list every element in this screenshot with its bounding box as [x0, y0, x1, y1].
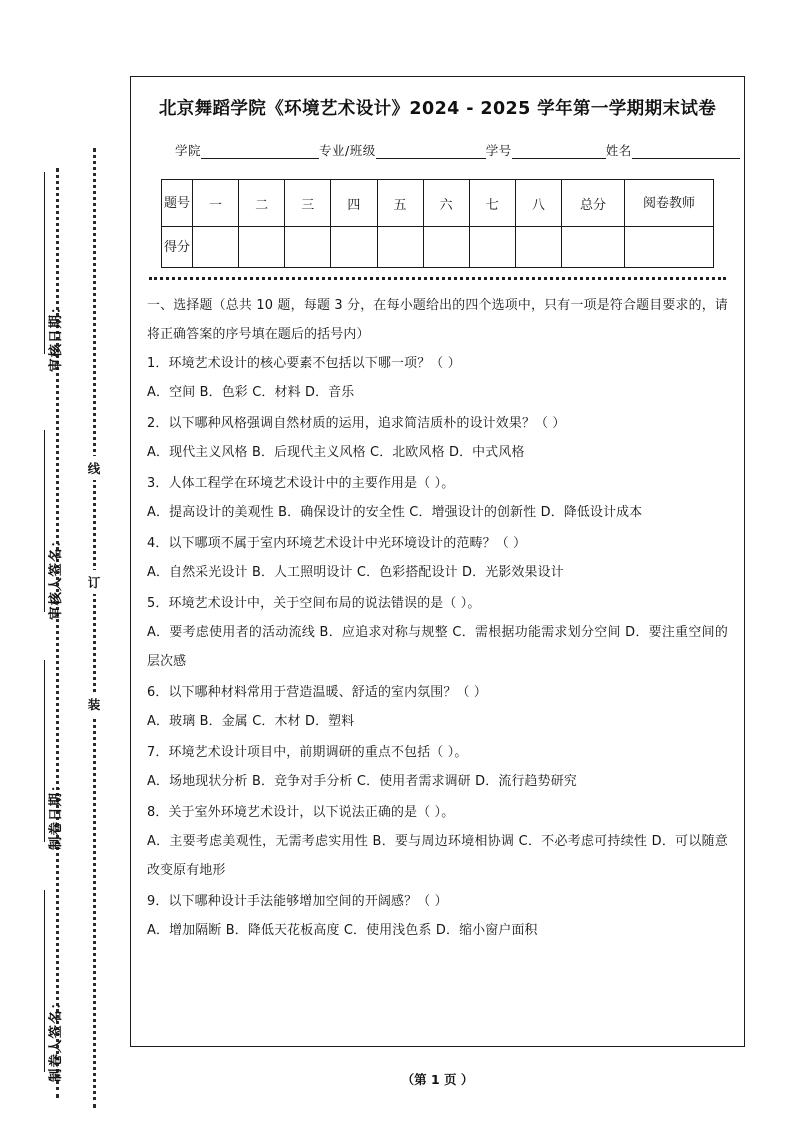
question-5-stem: 5．环境艺术设计中，关于空间布局的说法错误的是（ ）。	[147, 596, 481, 611]
score-col-3: 三	[285, 180, 331, 227]
question-5	[147, 589, 728, 676]
binding-margin-strip	[0, 0, 128, 1122]
question-8-stem: 8．关于室外环境艺术设计，以下说法正确的是（ ）。	[147, 805, 455, 820]
question-1-options[interactable]: A．空间 B．色彩 C．材料 D．音乐	[147, 385, 355, 400]
page-title: 北京舞蹈学院《环境艺术设计》2024 - 2025 学年第一学期期末试卷	[158, 99, 717, 119]
score-col-2: 二	[239, 180, 285, 227]
question-7-options[interactable]: A．场地现状分析 B．竞争对手分析 C．使用者需求调研 D．流行趋势研究	[147, 774, 577, 789]
row-label-question-number: 题号	[162, 180, 193, 227]
student-id-label: 学号	[485, 143, 512, 158]
student-info-line	[147, 141, 728, 159]
student-name-label: 姓名	[605, 143, 632, 158]
score-cell-3[interactable]	[285, 227, 331, 268]
score-col-6: 六	[423, 180, 469, 227]
row-label-score: 得分	[162, 227, 193, 268]
question-2-stem: 2．以下哪种风格强调自然材质的运用，追求简洁质朴的设计效果？（ ）	[147, 416, 566, 431]
dotted-fold-line-outer	[93, 148, 96, 1108]
student-name-field[interactable]	[606, 141, 740, 159]
question-3-stem: 3．人体工程学在环境艺术设计中的主要作用是（ ）。	[147, 476, 455, 491]
college-blank[interactable]	[201, 145, 319, 159]
question-6-options[interactable]: A．玻璃 B．金属 C．木材 D．塑料	[147, 714, 355, 729]
major-class-label: 专业/班级	[319, 143, 376, 158]
fold-mark-zhuang: 装	[85, 692, 103, 716]
margin-label-production-date: 制卷日期：	[48, 777, 64, 850]
score-cell-7[interactable]	[469, 227, 515, 268]
question-4-stem: 4．以下哪项不属于室内环境艺术设计中光环境设计的范畴？（ ）	[147, 536, 527, 551]
margin-label-reviewer-signature: 审核人签名：	[48, 533, 64, 620]
table-row-question-numbers	[162, 180, 714, 227]
score-table-container	[161, 179, 714, 268]
score-table	[161, 179, 714, 268]
major-class-field[interactable]	[319, 141, 486, 159]
student-id-blank[interactable]	[512, 145, 606, 159]
question-6	[147, 678, 728, 736]
question-8-options[interactable]: A．主要考虑美观性，无需考虑实用性 B．要与周边环境相协调 C．不必考虑可持续性 D．可以随意改变原有地形	[147, 834, 728, 878]
score-col-grading-teacher: 阅卷教师	[625, 180, 714, 227]
question-3	[147, 469, 728, 527]
college-label: 学院	[175, 143, 202, 158]
question-8	[147, 798, 728, 885]
student-name-blank[interactable]	[632, 145, 740, 159]
major-class-blank[interactable]	[376, 145, 486, 159]
table-row-scores	[162, 227, 714, 268]
score-cell-8[interactable]	[515, 227, 561, 268]
score-col-8: 八	[515, 180, 561, 227]
question-4-options[interactable]: A．自然采光设计 B．人工照明设计 C．色彩搭配设计 D．光影效果设计	[147, 565, 564, 580]
question-6-stem: 6．以下哪种材料常用于营造温暖、舒适的室内氛围？（ ）	[147, 685, 487, 700]
question-9-stem: 9．以下哪种设计手法能够增加空间的开阔感？（ ）	[147, 894, 448, 909]
score-cell-1[interactable]	[193, 227, 239, 268]
dotted-separator	[149, 277, 726, 280]
question-2-options[interactable]: A．现代主义风格 B．后现代主义风格 C．北欧风格 D．中式风格	[147, 445, 525, 460]
score-cell-2[interactable]	[239, 227, 285, 268]
fold-mark-xian: 线	[85, 456, 103, 480]
question-9-options[interactable]: A．增加隔断 B．降低天花板高度 C．使用浅色系 D．缩小窗户面积	[147, 923, 538, 938]
college-field[interactable]	[175, 141, 319, 159]
question-2	[147, 409, 728, 467]
score-cell-grading-teacher[interactable]	[625, 227, 714, 268]
score-cell-6[interactable]	[423, 227, 469, 268]
fold-mark-ding: 订	[85, 570, 103, 594]
score-col-1: 一	[193, 180, 239, 227]
question-7-stem: 7．环境艺术设计项目中，前期调研的重点不包括（ ）。	[147, 745, 468, 760]
margin-label-producer-signature: 制卷人签名：	[48, 995, 64, 1082]
margin-label-review-date: 审核日期：	[48, 299, 64, 372]
question-5-options[interactable]: A．要考虑使用者的活动流线 B．应追求对称与规整 C．需根据功能需求划分空间 D．要注重空间的层次感	[147, 625, 728, 669]
student-id-field[interactable]	[486, 141, 606, 159]
question-1	[147, 349, 728, 407]
question-3-options[interactable]: A．提高设计的美观性 B．确保设计的安全性 C．增强设计的创新性 D．降低设计成本	[147, 505, 643, 520]
score-cell-4[interactable]	[331, 227, 377, 268]
score-cell-5[interactable]	[377, 227, 423, 268]
question-7	[147, 738, 728, 796]
score-col-7: 七	[469, 180, 515, 227]
question-9	[147, 887, 728, 945]
exam-sheet	[130, 76, 745, 1047]
score-col-5: 五	[377, 180, 423, 227]
questions-body	[147, 291, 728, 945]
question-4	[147, 529, 728, 587]
score-cell-total[interactable]	[562, 227, 625, 268]
score-col-4: 四	[331, 180, 377, 227]
page-footer: （第 1 页 ）	[401, 1072, 474, 1087]
score-col-total: 总分	[562, 180, 625, 227]
section-heading-multiple-choice: 一、选择题（总共 10 题，每题 3 分，在每小题给出的四个选项中，只有一项是符合题目要求的，请将正确答案的序号填在题后的括号内）	[147, 298, 728, 342]
question-1-stem: 1．环境艺术设计的核心要素不包括以下哪一项？（ ）	[147, 356, 461, 371]
